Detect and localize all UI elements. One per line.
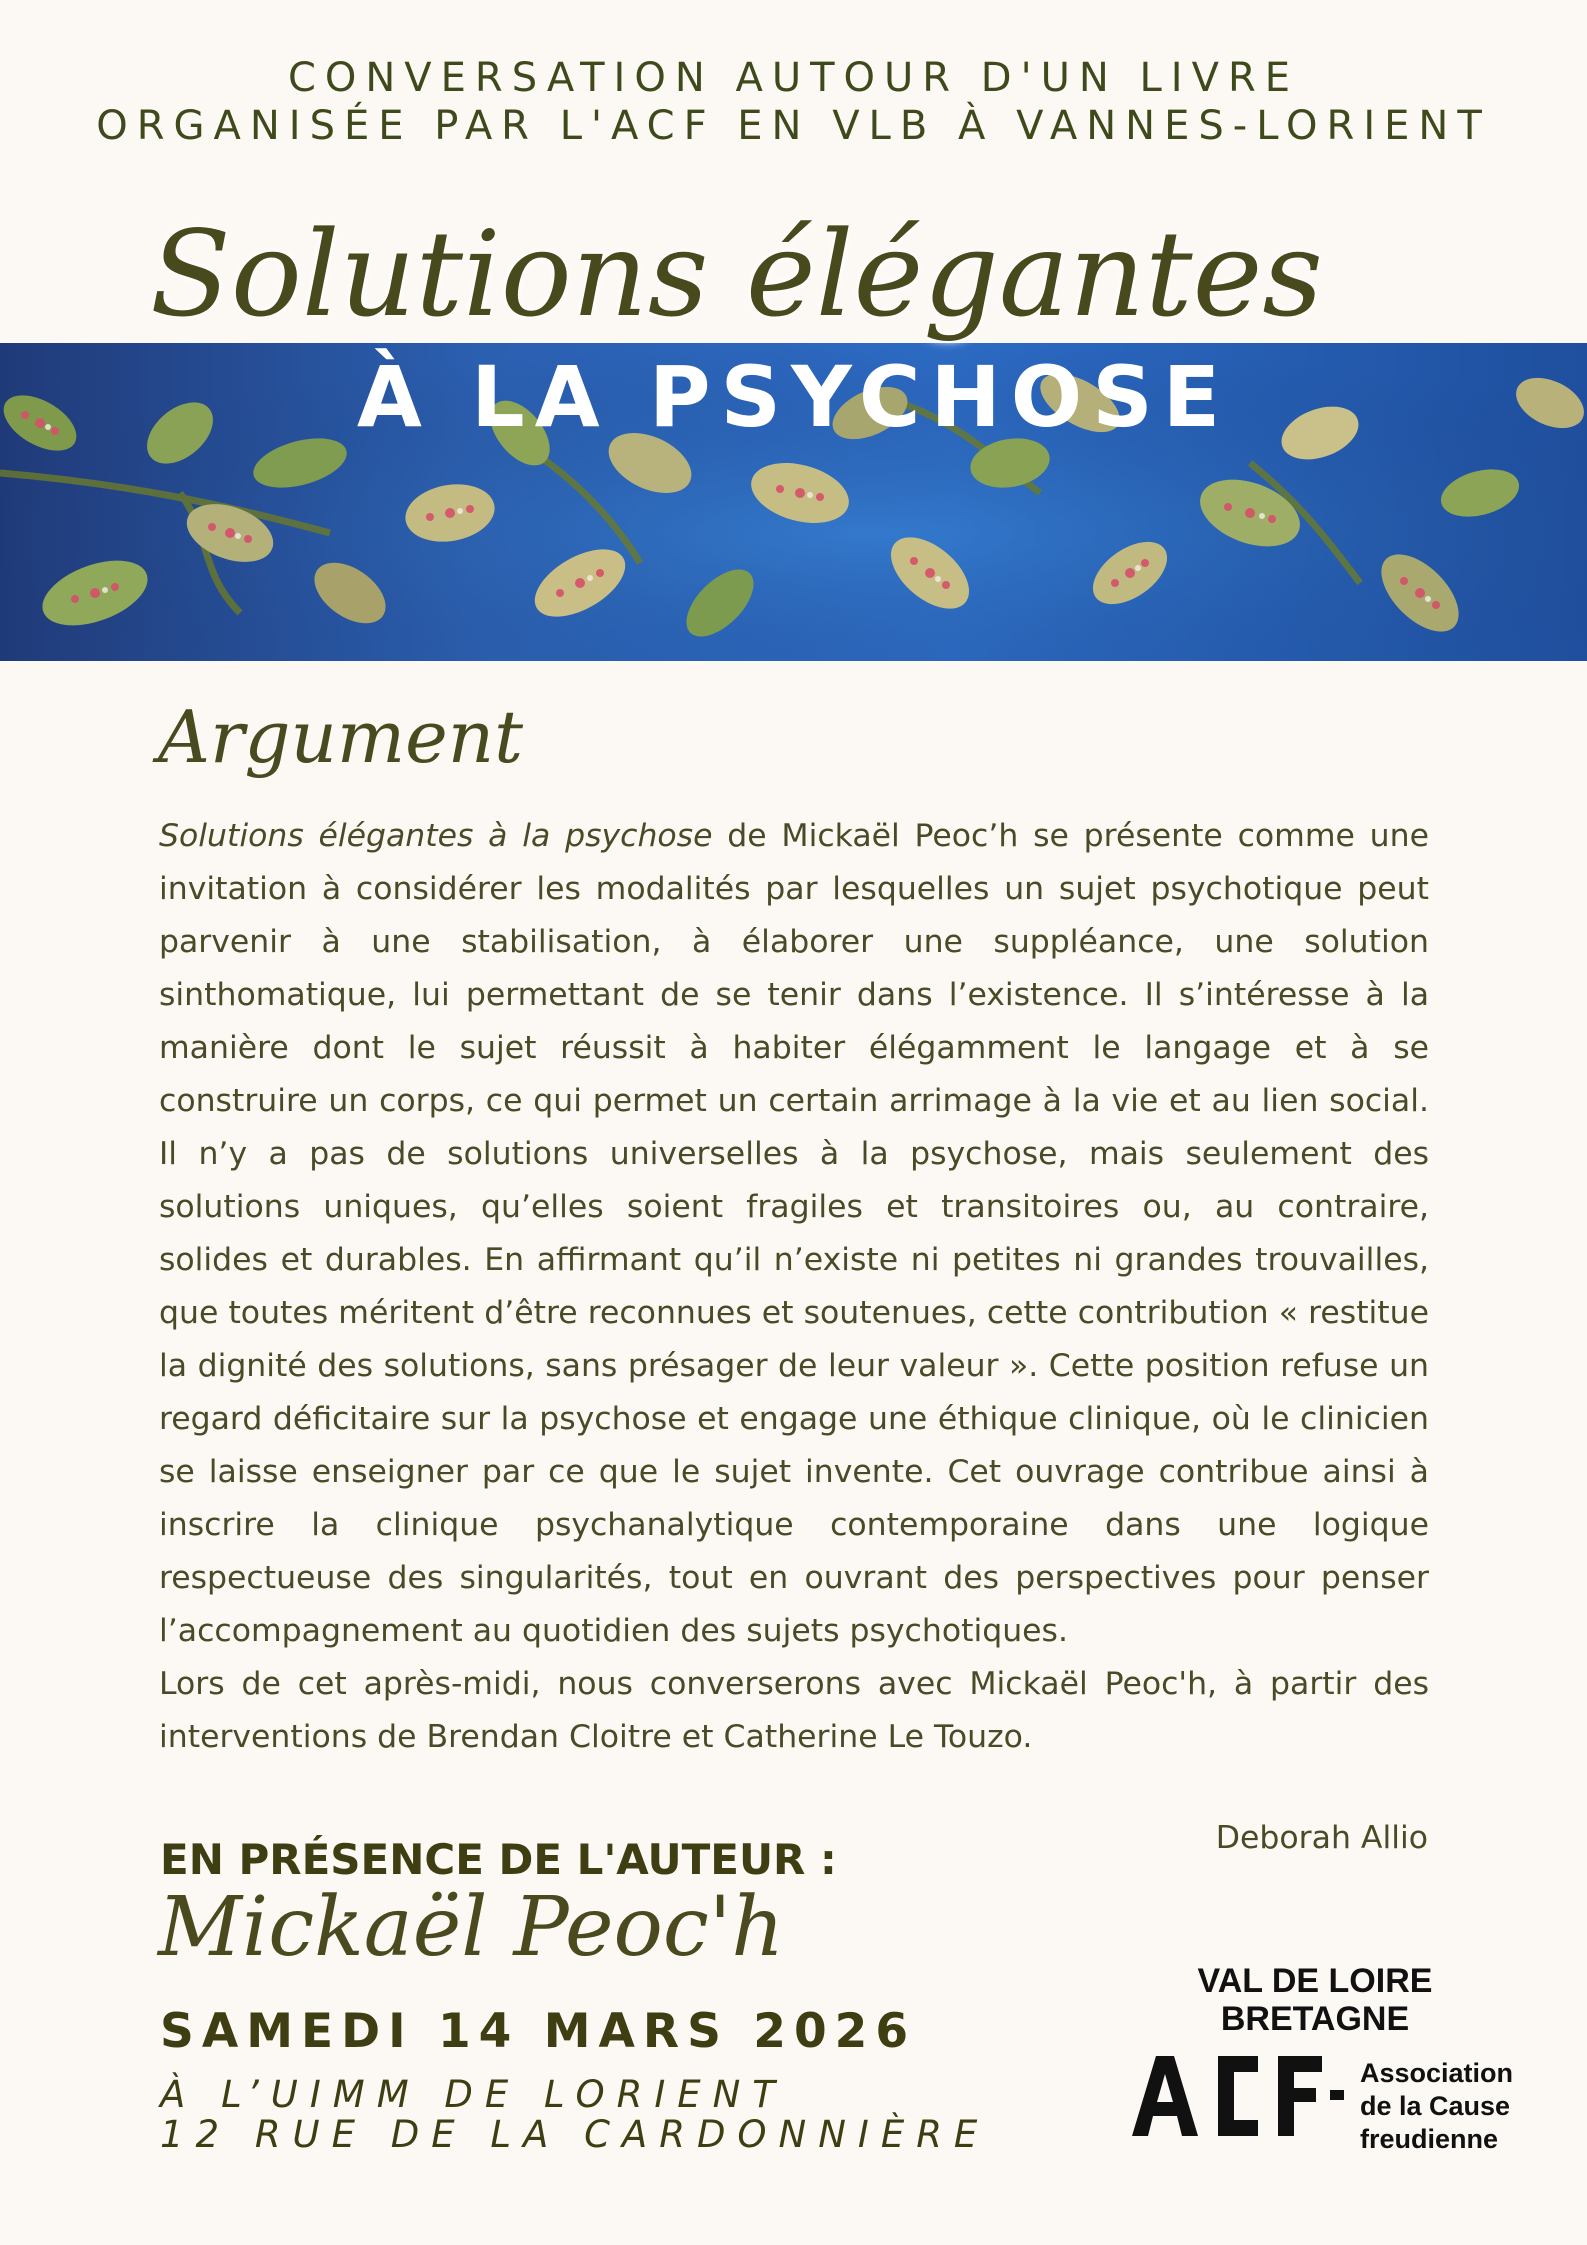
venue-name: À L’UIMM DE LORIENT (160, 2073, 787, 2116)
argument-heading: Argument (158, 695, 524, 779)
logo-association-name (1360, 2057, 1530, 2156)
book-title-script: Solutions élégantes (150, 205, 1323, 343)
argument-paragraph-1-text: de Mickaël Peoc’h se présente comme une invitation à considérer les modalités par lesquelles un sujet psychotique peut parvenir à une stabilisation, à élaborer une suppléance, une solution sinthomatique, lui permettant de se tenir dans l’existence. Il s’intéresse à la manière dont le sujet réussit à habiter élégamment le langage et à se construire un corps, ce qui permet un certain arrimage à la vie et au lien social. Il n’y a pas de solutions universelles à la psychose, mais seulement des solutions uniques, qu’elles soient fragiles et transitoires ou, au contraire, solides et durables. En affirmant qu’il n’existe ni petites ni grandes trouvailles, que toutes méritent d’être reconnues et soutenues, cette contribution « restitue la dignité des solutions, sans présager de leur valeur ». Cette position refuse un regard déficitaire sur la psychose et engage une éthique clinique, où le clinicien se laisse enseigner par ce que le sujet invente. Cet ouvrage contribue ainsi à inscrire la clinique psychanalytique contemporaine dans une logique respectueuse des singularités, tout en ouvrant des perspectives pour penser l’accompagnement au quotidien des sujets psychotiques. (159, 818, 1429, 1649)
argument-body (159, 810, 1429, 1764)
acf-letters-mark (1132, 2056, 1352, 2136)
event-type-line: CONVERSATION AUTOUR D'UN LIVRE (287, 55, 1300, 101)
argument-paragraph-1 (159, 810, 1429, 1658)
argument-paragraph-2: Lors de cet après-midi, nous converserons avec Mickaël Peoc'h, à partir des interventions de Brendan Cloitre et Catherine Le Touzo. (159, 1666, 1429, 1755)
acf-logo (1120, 1962, 1514, 2162)
argument-signature: Deborah Allio (1215, 1820, 1428, 1856)
event-date: SAMEDI 14 MARS 2026 (160, 2004, 917, 2059)
author-name: Mickaël Peoc'h (158, 1880, 785, 1975)
book-subtitle: À LA PSYCHOSE (356, 348, 1231, 446)
author-presence-label: EN PRÉSENCE DE L'AUTEUR : (160, 1835, 837, 1884)
logo-region-line-2: BRETAGNE (1220, 2000, 1410, 2038)
logo-region-line-1: VAL DE LOIRE (1197, 1962, 1433, 2000)
book-title-inline: Solutions élégantes à la psychose (159, 818, 713, 854)
venue-address: 12 RUE DE LA CARDONNIÈRE (160, 2113, 990, 2156)
logo-assoc-line-1: Association (1360, 2058, 1514, 2088)
logo-assoc-line-2: de la Cause (1360, 2091, 1511, 2121)
logo-assoc-line-3: freudienne (1360, 2124, 1499, 2154)
organizer-line: ORGANISÉE PAR L'ACF EN VLB À VANNES-LORIENT (96, 103, 1491, 149)
